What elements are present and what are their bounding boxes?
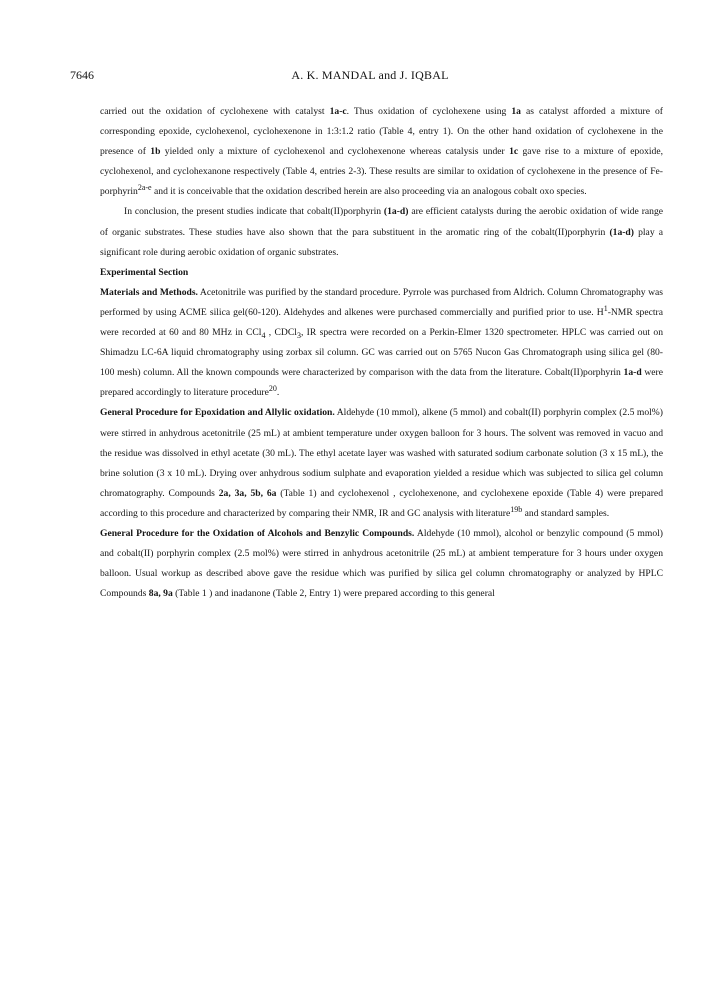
paragraph-materials-methods: Materials and Methods. Acetonitrile was purified by the standard procedure. Pyrrole was purchased from Aldrich. Column Chromatography was performed by using ACME silica gel(60-120). Aldehydes and alkenes were purchased commercially and purified prior to use. $H^1$-NMR spectra were recorded at 60 and 80 MHz in CCl$_4$ , CDCl$_3$, IR spectra were recorded on a Perkin-Elmer 1320 spectrometer. HPLC was carried out on Shimadzu LC-6A liquid chromatography using zorbax sil column. GC was carried out on 5765 Nucon Gas Chromatograph using silica gel (80-100 mesh) column. All the known compounds were characterized by comparison with the data from the literature. Cobalt(II)porphyrin 1a-d were prepared accordingly to literature procedure$^{20}$. <box>100 286 663 399</box>
paragraph-alcohol-oxidation-procedure: General Procedure for the Oxidation of Alcohols and Benzylic Compounds. Aldehyde (10 mmol), alcohol or benzylic compound (5 mmol) and cobalt(II) porphyrin complex (2.5 mol%) were stirred in anhydrous acetonitrile (25 mL) at ambient temperature for 3 hours under oxygen balloon. Usual workup as described above gave the residue which was purified by silica gel column chromatography or analyzed by HPLC Compounds 8a, 9a (Table 1 ) and inadanone (Table 2, Entry 1) were prepared according to this general <box>100 527 663 600</box>
paragraph-conclusion: In conclusion, the present studies indicate that cobalt(II)porphyrin (1a-d) are efficient catalysts during the aerobic oxidation of wide range of organic substrates. These studies have also shown that the para substituent in the aromatic ring of the cobalt(II)porphyrin (1a-d) play a significant role during aerobic oxidation of organic substrates. <box>100 206 664 258</box>
running-head: A. K. MANDAL and J. IQBAL <box>291 68 449 82</box>
page-number: 7646 <box>70 68 94 82</box>
paragraph-cyclohexene-oxidation: carried out the oxidation of cyclohexene with catalyst 1a-c. Thus oxidation of cyclohexene using 1a as catalyst afforded a mixture of corresponding epoxide, cyclohexenol, cyclohexenone in 1:3:1.2 ratio (Table 4, entry 1). On the other hand oxidation of cyclohexene in the presence of 1b yielded only a mixture of cyclohexenol and cyclohexenone whereas catalysis under 1c gave rise to a mixture of epoxide, cyclohexenol, and cyclohexanone respectively (Table 4, entries 2-3). These results are similar to oxidation of cyclohexene in the presence of Fe-porphyrin$^{2a-e}$ and it is conceivable that the oxidation described herein are also proceeding via an analogous cobalt oxo species. <box>100 106 663 198</box>
paragraph-epoxidation-procedure: General Procedure for Epoxidation and Allylic oxidation. Aldehyde (10 mmol), alkene (5 mmol) and cobalt(II) porphyrin complex (2.5 mol%) were stirred in anhydrous acetonitrile (25 mL) at ambient temperature under oxygen balloon for 3 hours. The solvent was removed in vacuo and the residue was dissolved in ethyl acetate (30 mL). The ethyl acetate layer was washed with saturated sodium carbonate solution (3 x 15 mL), the brine solution (3 x 10 mL). Drying over anhydrous sodium sulphate and evaporation yielded a residue which was subjected to silica gel column chromatography. Compounds 2a, 3a, 5b, 6a (Table 1) and cyclohexenol , cyclohexenone, and cyclohexene epoxide (Table 4) were prepared according to this procedure and characterized by comparing their NMR, IR and GC analysis with literature$^{19b}$ and standard samples. <box>100 407 663 519</box>
section-title: Experimental Section <box>100 266 189 278</box>
article-body <box>100 102 663 604</box>
page-header <box>70 68 670 84</box>
